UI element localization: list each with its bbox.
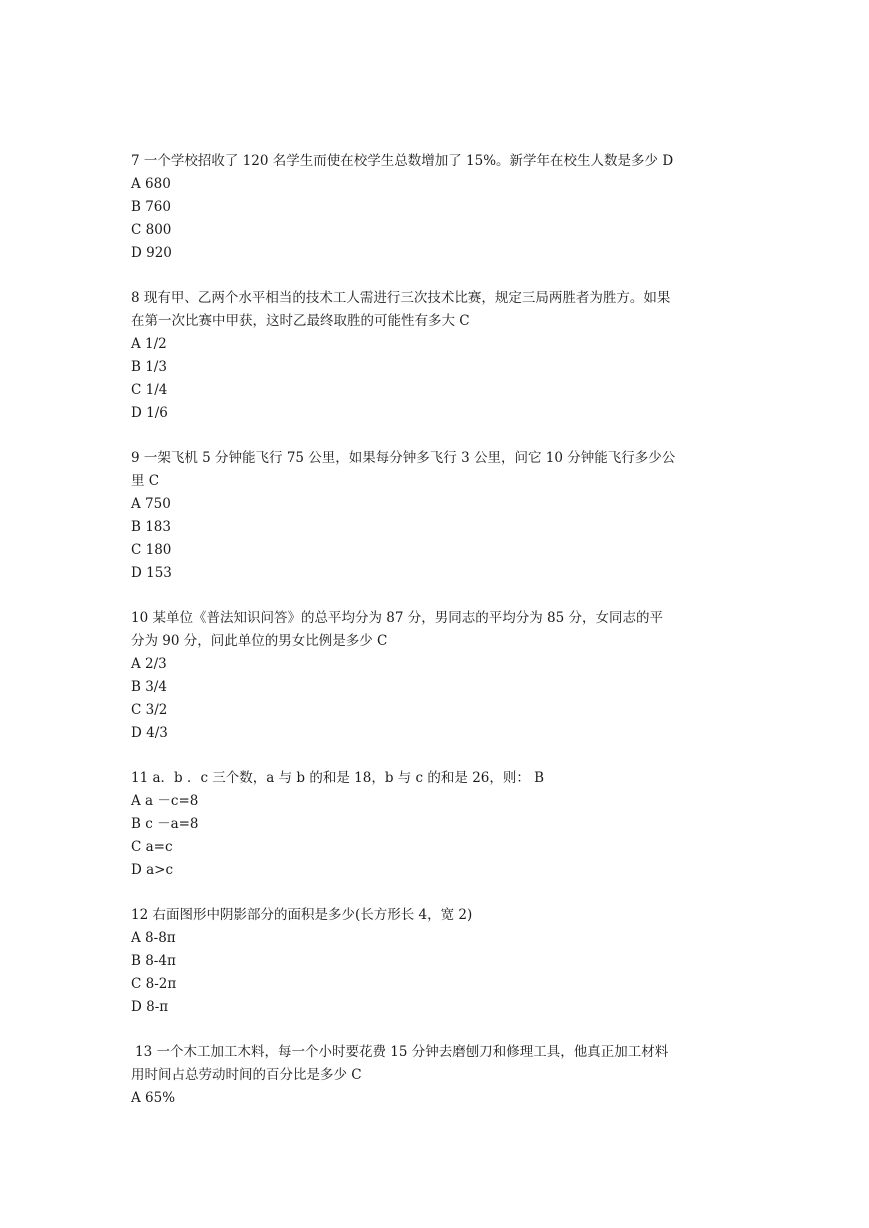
option-d: D 153 <box>131 565 172 581</box>
question-stem: 10 某单位《普法知识问答》的总平均分为 87 分，男同志的平均分为 85 分，女同志的平 <box>131 610 663 626</box>
option-c: C 800 <box>131 222 172 238</box>
question-13 <box>131 1041 741 1110</box>
question-stem-continued: 分为 90 分，问此单位的男女比例是多少 C <box>131 633 388 649</box>
option-a: A 2/3 <box>131 656 167 672</box>
option-d: D 920 <box>131 245 172 261</box>
option-a: A 8-8π <box>131 930 176 946</box>
option-a: A a －c=8 <box>131 793 199 809</box>
option-c: C a=c <box>131 839 173 855</box>
option-c: C 8-2π <box>131 976 177 992</box>
question-stem-continued: 在第一次比赛中甲获，这时乙最终取胜的可能性有多大 C <box>131 313 470 329</box>
question-stem: 8 现有甲、乙两个水平相当的技术工人需进行三次技术比赛，规定三局两胜者为胜方。如果 <box>131 290 671 306</box>
question-list <box>131 150 741 1132</box>
question-8 <box>131 287 741 425</box>
option-d: D 8-π <box>131 999 169 1015</box>
question-7 <box>131 150 741 265</box>
question-9 <box>131 447 741 585</box>
option-d: D 4/3 <box>131 725 168 741</box>
option-b: B 760 <box>131 199 171 215</box>
option-b: B c －a=8 <box>131 816 199 832</box>
option-b: B 1/3 <box>131 359 167 375</box>
option-b: B 183 <box>131 519 171 535</box>
option-c: C 1/4 <box>131 382 168 398</box>
question-11 <box>131 767 741 882</box>
question-10 <box>131 607 741 745</box>
option-a: A 1/2 <box>131 336 167 352</box>
question-stem: 12 右面图形中阴影部分的面积是多少(长方形长 4，宽 2) <box>131 907 473 923</box>
option-a: A 680 <box>131 176 171 192</box>
option-d: D a>c <box>131 862 174 878</box>
question-stem-continued: 里 C <box>131 473 160 489</box>
question-stem: 9 一架飞机 5 分钟能飞行 75 公里，如果每分钟多飞行 3 公里，问它 10 分钟能飞行多少公 <box>131 450 676 466</box>
option-a: A 65% <box>131 1090 176 1106</box>
option-b: B 3/4 <box>131 679 167 695</box>
option-c: C 3/2 <box>131 702 168 718</box>
question-stem: 7 一个学校招收了 120 名学生而使在校学生总数增加了 15%。新学年在校生人数是多少 D <box>131 153 674 169</box>
option-c: C 180 <box>131 542 172 558</box>
option-d: D 1/6 <box>131 405 168 421</box>
question-stem-continued: 用时间占总劳动时间的百分比是多少 C <box>131 1067 362 1083</box>
question-12 <box>131 904 741 1019</box>
option-b: B 8-4π <box>131 953 176 969</box>
question-stem: 11 a．b ．c 三个数，a 与 b 的和是 18，b 与 c 的和是 26，则： B <box>131 770 545 786</box>
option-a: A 750 <box>131 496 171 512</box>
question-stem: 13 一个木工加工木料，每一个小时要花费 15 分钟去磨刨刀和修理工具，他真正加工材料 <box>135 1044 669 1060</box>
